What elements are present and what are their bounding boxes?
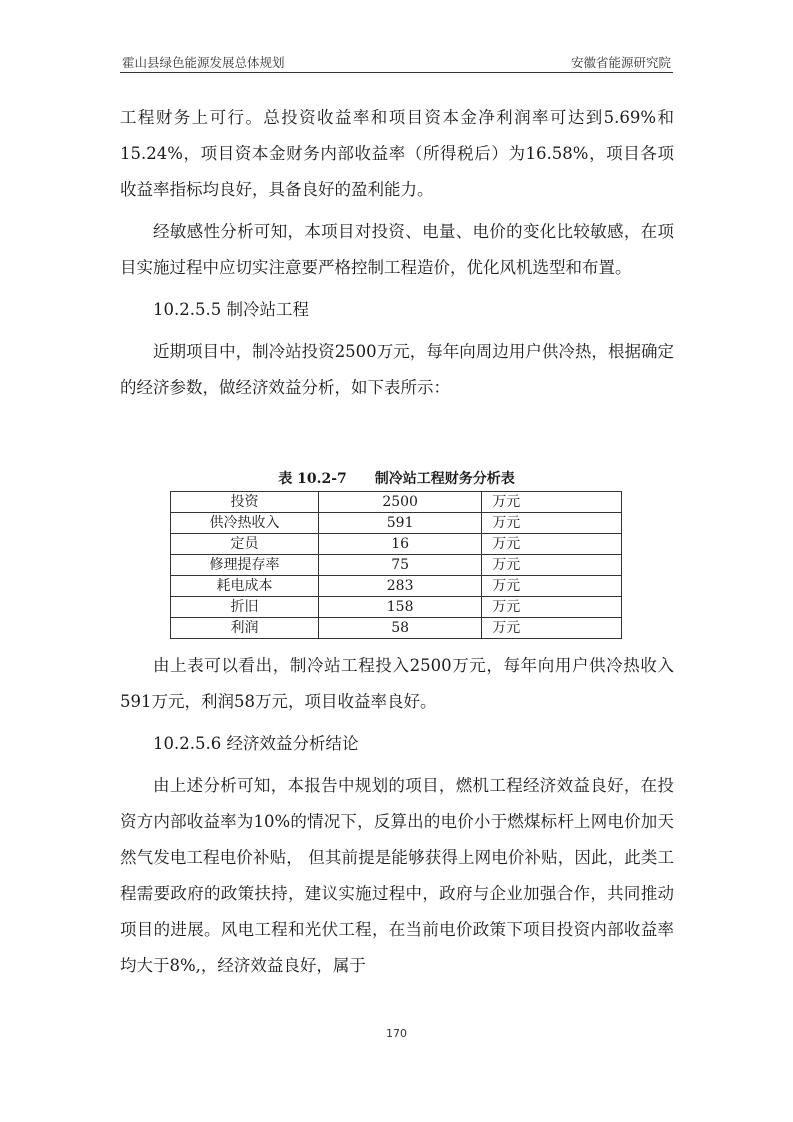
page-number: 170 xyxy=(386,1027,407,1040)
table-row xyxy=(171,492,622,513)
table-row xyxy=(171,555,622,576)
table-row xyxy=(171,597,622,618)
table-cell-value: 283 xyxy=(319,576,482,597)
table-row xyxy=(171,534,622,555)
table-cell-unit: 万元 xyxy=(482,513,622,534)
table-cell-item: 折旧 xyxy=(171,597,319,618)
paragraph-table-summary: 由上表可以看出，制冷站工程投入2500万元，每年向用户供冷热收入591万元，利润58万元，项目收益率良好。 xyxy=(120,656,674,711)
table-cell-value: 2500 xyxy=(319,492,482,513)
table-cell-unit: 万元 xyxy=(482,555,622,576)
table-cell-item: 投资 xyxy=(171,492,319,513)
table-row xyxy=(171,513,622,534)
table-cell-unit: 万元 xyxy=(482,576,622,597)
section-heading-conclusion: 10.2.5.6 经济效益分析结论 xyxy=(153,734,359,753)
table-cell-unit: 万元 xyxy=(482,492,622,513)
table-cell-value: 75 xyxy=(319,555,482,576)
table-cell-unit: 万元 xyxy=(482,618,622,639)
table-cell-unit: 万元 xyxy=(482,597,622,618)
table-cell-value: 58 xyxy=(319,618,482,639)
table-caption-number: 表 10.2-7 xyxy=(278,471,347,487)
body-text-bottom xyxy=(120,648,674,990)
section-heading-cooling-station: 10.2.5.5 制冷站工程 xyxy=(153,300,309,319)
table-cell-item: 修理提存率 xyxy=(171,555,319,576)
table-row xyxy=(171,618,622,639)
table-cell-item: 定员 xyxy=(171,534,319,555)
header-document-title: 霍山县绿色能源发展总体规划 xyxy=(122,55,285,70)
table-cell-item: 耗电成本 xyxy=(171,576,319,597)
table-row xyxy=(171,576,622,597)
page-header xyxy=(120,50,673,73)
financial-analysis-table xyxy=(170,491,622,639)
table-cell-item: 供冷热收入 xyxy=(171,513,319,534)
table-cell-item: 利润 xyxy=(171,618,319,639)
paragraph-sensitivity-analysis: 经敏感性分析可知，本项目对投资、电量、电价的变化比较敏感，在项目实施过程中应切实注意要严格控制工程造价，优化风机选型和布置。 xyxy=(120,222,674,277)
paragraph-financial-feasibility: 工程财务上可行。总投资收益率和项目资本金净利润率可达到5.69%和15.24%，项目资本金财务内部收益率（所得税后）为16.58%，项目各项收益率指标均良好，具备良好的盈利能力。 xyxy=(120,108,674,199)
header-organization: 安徽省能源研究院 xyxy=(570,55,671,70)
table-caption xyxy=(0,469,793,489)
table-caption-title: 制冷站工程财务分析表 xyxy=(374,471,515,487)
table-cell-value: 591 xyxy=(319,513,482,534)
table-cell-value: 158 xyxy=(319,597,482,618)
table-cell-unit: 万元 xyxy=(482,534,622,555)
table-cell-value: 16 xyxy=(319,534,482,555)
paragraph-conclusion: 由上述分析可知，本报告中规划的项目，燃机工程经济效益良好，在投资方内部收益率为10%的情况下，反算出的电价小于燃煤标杆上网电价加天然气发电工程电价补贴， 但其前提是能够获得上网电价补贴，因此，此类工程需要政府的政策扶持，建议实施过程中，政府与企业加强合作，共同推动项目的进展。风电工程和光伏工程，在当前电价政策下项目投资内部收益率均大于8%,，经济效益良好，属于 xyxy=(120,776,674,975)
body-text-top xyxy=(120,100,674,412)
paragraph-cooling-station: 近期项目中，制冷站投资2500万元，每年向周边用户供冷热，根据确定的经济参数，做经济效益分析，如下表所示： xyxy=(120,342,674,397)
